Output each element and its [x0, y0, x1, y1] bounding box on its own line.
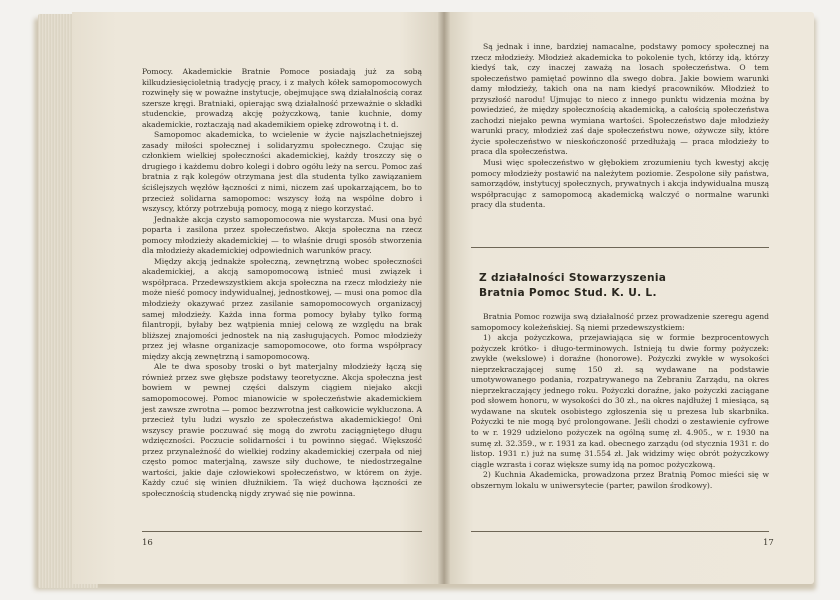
- right-footer-rule: [471, 531, 769, 532]
- right-page-text-top: [471, 42, 769, 211]
- section-heading-line-1: Z działalności Stowarzyszenia: [479, 272, 667, 284]
- book-gutter: [438, 12, 450, 584]
- left-page-text: [142, 67, 422, 499]
- section-heading-line-2: Bratnia Pomoc Stud. K. U. L.: [479, 287, 657, 299]
- right-page-text-bottom: [471, 312, 769, 491]
- paragraph: Są jednak i inne, bardziej namacalne, podstawy pomocy społecznej na rzecz młodzieży. Młodzież akademicka to pokolenie tych, którzy idą, którzy kiedyś tak, czy inaczej zaważą na losach społeczeństwa. O tem społeczeństwo pamiętać powinno dla swego dobra. Jakie bowiem warunki damy młodzieży, takich ona na nam kiedyś pracowników. Młodzież to przyszłość narodu! Ujmując to nieco z innego punktu widzenia można by powiedzieć, że między społecznością akademicką, a całością społeczeństwa zachodzi niejako pewna wymiana wartości. Społeczeństwo daje młodzieży warunki pracy, młodzież zaś daje społeczeństwu nowe, ożywcze siły, które życie społeczeństwo w nieskończoność przedłużają — praca młodzieży to praca dla społeczeństwa.: [471, 42, 769, 157]
- section-heading: [479, 271, 769, 301]
- left-page-number: 16: [142, 538, 153, 548]
- paragraph: Pomocy. Akademickie Bratnie Pomoce posiadają już za sobą kilkudziesięcioletnią tradycję pracy, i z małych kółek samopomocowych rozwinęły się w poważne instytucje, obejmujące swą działalnością coraz szersze kręgi. Bratniaki, opierając swą działalność przeważnie o składki studenckie, prowadzą akcję pożyczkową, tanie kuchnie, domy akademickie, roztaczają nad akademikiem opiekę zdrowotną i t. d.: [142, 67, 422, 129]
- right-page-number: 17: [763, 538, 774, 548]
- paragraph: Jednakże akcja czysto samopomocowa nie wystarcza. Musi ona być poparta i zasilona przez społeczeństwo. Akcja społeczna na rzecz pomocy młodzieży akademickiej — to właśnie drugi sposób stworzenia dla młodzieży akademickiej odpowiednich warunków pracy.: [142, 214, 422, 256]
- paragraph: 2) Kuchnia Akademicka, prowadzona przez Bratnią Pomoc mieści się w obszernym lokalu w uniwersytecie (parter, pawilon środkowy).: [471, 470, 769, 490]
- paragraph: 1) akcja pożyczkowa, przejawiająca się w formie bezprocentowych pożyczek krótko- i długo-terminowych. Istnieją tu dwie formy pożyczek: zwykłe (wekslowe) i doraźne (honorowe). Pożyczki zwykłe w wysokości nieprzekraczającej sumę 150 zł. są wydawane na podstawie umotywowanego podania, rozpatrywanego na Zebraniu Zarządu, na okres nieprzekraczający jednego roku. Pożyczki doraźne, jako pożyczki zaciągane pod słowem honoru, w wysokości do 30 zł., na okres najdłużej 1 miesiąca, są wydawane na skutek osobistego zgłoszenia się u prezesa lub skarbnika. Pożyczki te nie mogą być prolongowane. Jeśli chodzi o zestawienie cyfrowe to w r. 1929 udzielono pożyczek na ogólną sumę zł. 4.905., w r. 1930 na sumę zł. 32.359., w r. 1931 za kad. obecnego zarządu (od stycznia 1931 r. do listop. 1931 r.) już na sumę 31.554 zł. Jak widzimy więc obrót pożyczkowy ciągle wzrasta i coraz większe sumy idą na pomoc pożyczkową.: [471, 333, 769, 469]
- section-rule: [471, 247, 769, 248]
- paragraph: Bratnia Pomoc rozwija swą działalność przez prowadzenie szeregu agend samopomocy koleżeńskiej. Są niemi przedewszystkiem:: [471, 312, 769, 332]
- paragraph: Ale te dwa sposoby troski o byt materjalny młodzieży łączą się również przez swe głębsze podstawy teoretyczne. Akcja społeczna jest bowiem w pewnej części dalszym ciągiem niejako akcji samopomocowej. Pomoc mianowicie w społeczeństwie akademickiem jest zawsze zwrotna — pomoc bezzwrotna jest całkowicie wykluczona. A przecież tylu ludzi wyszło ze społeczeństwa akademickiego! Oni wszyscy prawie poczuwać się mogą do zwrotu zaciągniętego długu wdzięczności. Poczucie solidarności i tu powinno sięgać. Większość przez przynależność do wielkiej rodziny akademickiej czerpała od niej często pomoc materjalną, zawsze siły duchowe, te niedostrzegalne wartości, jakie daje człowiekowi społeczeństwo, w którem on żyje. Każdy czuć się winien dłużnikiem. Ta więź duchowa łączności ze społecznością studencką nigdy zrywać się nie powinna.: [142, 362, 422, 498]
- paragraph: Samopomoc akademicka, to wcielenie w życie najszlachetniejszej zasady miłości społecznej i solidaryzmu społecznego. Czując się członkiem wielkiej społeczności akademickiej, każdy troszczy się o drugiego i każdemu dobro kolegi i dobro ogółu leży na sercu. Pomoc zaś bratnia z rąk kolegów otrzymana jest dla studenta tylko zawiązaniem ściślejszych węzłów łączności z nimi, niczem zaś upokarzającem, bo to przecież solidarna samopomoc: wszyscy łożą na wspólne dobro i wszyscy, którzy potrzebują pomocy, mogą z niego korzystać.: [142, 130, 422, 214]
- paragraph: Między akcją jednakże społeczną, zewnętrzną wobec społeczności akademickiej, a akcją samopomocową istnieć musi związek i współpraca. Przedewszystkiem akcja społeczna na rzecz młodzieży nie może nieść pomocy indywidualnej, jednostkowej, — musi ona pomoc dla młodzieży okazywać przez zasilanie samopomocowych organizacyj samej młodzieży. Każda inna forma pomocy byłaby tylko formą filantropji, byłaby bez wątpienia mniej celową ze względu na brak bliższej znajomości jednostek na nią zasługujących. Pomoc młodzieży przez jej własne organizacje samopomocowe, oto forma współpracy między akcją zewnętrzną i samopomocową.: [142, 256, 422, 361]
- left-footer-rule: [142, 531, 422, 532]
- paragraph: Musi więc społeczeństwo w głębokiem zrozumieniu tych kwestyj akcję pomocy młodzieży postawić na należytem poziomie. Zespolone siły państwa, samorządów, instytucyj społecznych, prywatnych i akcja indywidualna muszą współpracując z samopomocą akademicką walczyć o normalne warunki pracy dla studenta.: [471, 158, 769, 210]
